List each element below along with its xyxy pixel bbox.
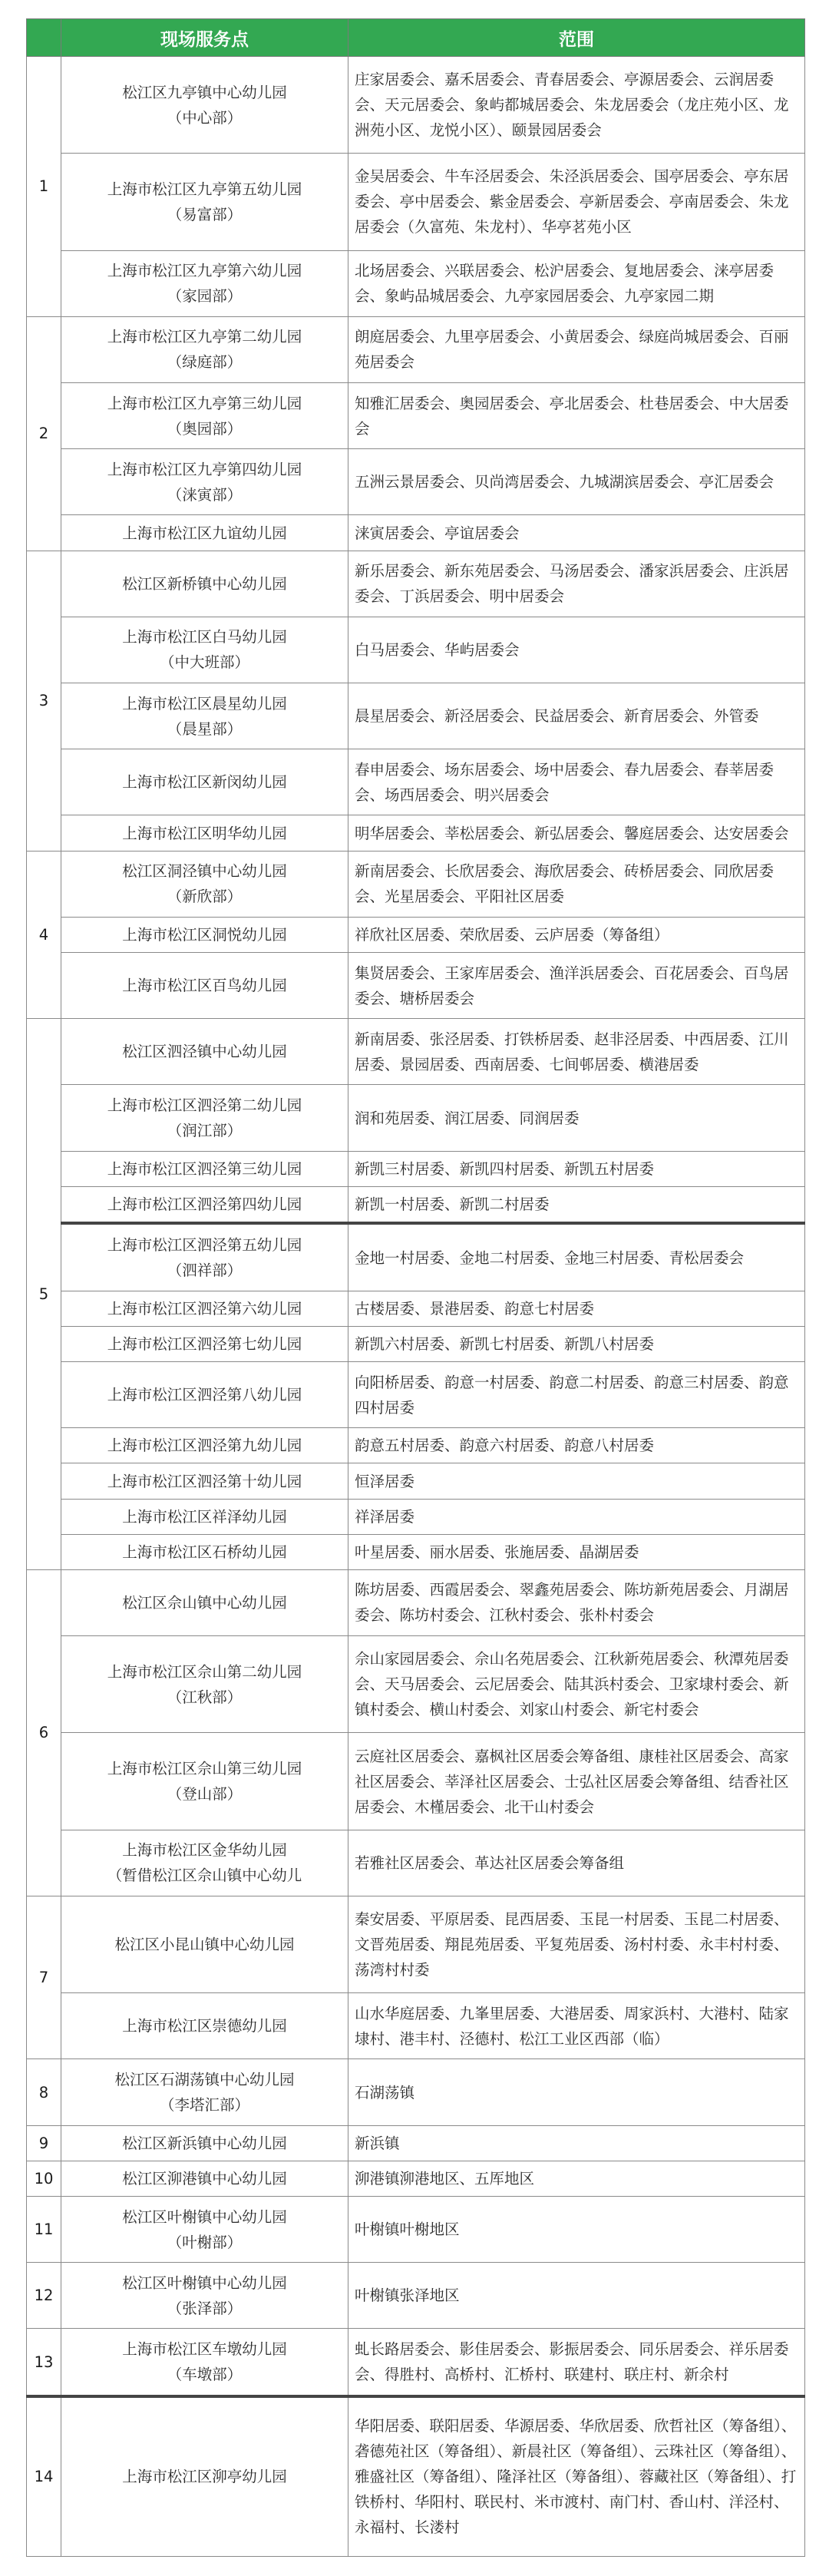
service-scope: 春申居委会、场东居委会、场中居委会、春九居委会、春莘居委会、场西居委会、明兴居委会 [348,749,805,815]
service-scope: 云庭社区居委会、嘉枫社区居委会筹备组、康桂社区居委会、高家社区居委会、莘泽社区居委会、士弘社区居委会筹备组、结香社区居委会、木槿居委会、北干山村委会 [348,1733,805,1830]
service-point-name: 上海市松江区晨星幼儿园 （晨星部） [61,683,348,749]
service-scope: 新浜镇 [348,2125,805,2161]
group-number: 1 [27,57,61,317]
table-row [27,1085,805,1151]
table-row [27,851,805,917]
service-scope: 金地一村居委、金地二村居委、金地三村居委、青松居委会 [348,1223,805,1291]
table-row [27,250,805,316]
group-number: 12 [27,2263,61,2329]
service-point-name: 上海市松江区车墩幼儿园 （车墩部） [61,2329,348,2396]
service-point-name: 上海市松江区洞悦幼儿园 [61,917,348,952]
table-row [27,1428,805,1463]
service-scope: 晨星居委会、新泾居委会、民益居委会、新育居委会、外管委 [348,683,805,749]
table-row [27,917,805,952]
header-index [27,19,61,57]
service-scope: 虬长路居委会、影佳居委会、影振居委会、同乐居委会、祥乐居委会、得胜村、高桥村、汇桥村、联建村、联庄村、新余村 [348,2329,805,2396]
service-scope: 佘山家园居委会、佘山名苑居委会、江秋新苑居委会、秋潭苑居委会、天马居委会、云尼居委会、陆其浜村委会、卫家埭村委会、新镇村委会、横山村委会、刘家山村委会、新宅村委会 [348,1636,805,1733]
service-scope: 山水华庭居委、九峯里居委、大港居委、周家浜村、大港村、陆家埭村、港丰村、泾德村、松江工业区西部（临） [348,1993,805,2059]
service-scope: 泖港镇泖港地区、五厍地区 [348,2161,805,2196]
service-scope: 韵意五村居委、韵意六村居委、韵意八村居委 [348,1428,805,1463]
service-scope: 涞寅居委会、亭谊居委会 [348,515,805,551]
table-row [27,2263,805,2329]
service-point-name: 松江区洞泾镇中心幼儿园 （新欣部） [61,851,348,917]
service-scope: 庄家居委会、嘉禾居委会、青春居委会、亭源居委会、云润居委会、天元居委会、象屿都城居委会、朱龙居委会（龙庄苑小区、龙洲苑小区、龙悦小区）、颐景园居委会 [348,57,805,154]
service-point-name: 上海市松江区泗泾第九幼儿园 [61,1428,348,1463]
group-number: 13 [27,2329,61,2396]
service-point-name: 上海市松江区泖亭幼儿园 [61,2396,348,2557]
service-scope: 若雅社区居委会、革达社区居委会筹备组 [348,1830,805,1896]
group-number: 2 [27,316,61,551]
service-point-name: 上海市松江区九谊幼儿园 [61,515,348,551]
service-scope: 祥泽居委 [348,1499,805,1534]
service-point-name: 上海市松江区祥泽幼儿园 [61,1499,348,1534]
table-row [27,1896,805,1992]
table-row [27,1463,805,1499]
service-point-name: 上海市松江区百鸟幼儿园 [61,952,348,1018]
table-row [27,1569,805,1635]
table-row [27,1534,805,1569]
service-point-name: 上海市松江区佘山第二幼儿园 （江秋部） [61,1636,348,1733]
service-scope: 金吴居委会、牛车泾居委会、朱泾浜居委会、国亭居委会、亭东居委会、亭中居委会、紫金居委会、亭新居委会、亭南居委会、朱龙居委会（久富苑、朱龙村）、华亭茗苑小区 [348,154,805,250]
service-point-name: 松江区叶榭镇中心幼儿园 （叶榭部） [61,2196,348,2262]
service-point-name: 松江区泗泾镇中心幼儿园 [61,1019,348,1085]
service-point-name: 上海市松江区石桥幼儿园 [61,1534,348,1569]
service-point-name: 松江区泖港镇中心幼儿园 [61,2161,348,2196]
service-scope: 新凯三村居委、新凯四村居委、新凯五村居委 [348,1151,805,1186]
header-row [27,19,805,57]
service-point-name: 松江区新桥镇中心幼儿园 [61,551,348,617]
table-row [27,2329,805,2396]
table-row [27,749,805,815]
service-point-name: 松江区佘山镇中心幼儿园 [61,1569,348,1635]
group-number: 10 [27,2161,61,2196]
service-scope: 知雅汇居委会、奥园居委会、亭北居委会、杜巷居委会、中大居委会 [348,383,805,449]
table-row [27,1223,805,1291]
service-scope: 集贤居委会、王家库居委会、渔洋浜居委会、百花居委会、百鸟居委会、塘桥居委会 [348,952,805,1018]
service-point-name: 上海市松江区九亭第五幼儿园 （易富部） [61,154,348,250]
service-point-name: 上海市松江区九亭第三幼儿园 （奥园部） [61,383,348,449]
table-row [27,1499,805,1534]
table-row [27,154,805,250]
group-number: 6 [27,1569,61,1896]
service-point-name: 上海市松江区明华幼儿园 [61,815,348,851]
service-scope: 朗庭居委会、九里亭居委会、小黄居委会、绿庭尚城居委会、百丽苑居委会 [348,316,805,382]
table-row [27,1830,805,1896]
service-point-name: 上海市松江区崇德幼儿园 [61,1993,348,2059]
service-point-name: 上海市松江区泗泾第五幼儿园 （泗祥部） [61,1223,348,1291]
group-number: 8 [27,2059,61,2125]
table-row [27,1151,805,1186]
table-row [27,316,805,382]
group-number: 3 [27,551,61,851]
service-scope: 陈坊居委、西霞居委会、翠鑫苑居委会、陈坊新苑居委会、月湖居委会、陈坊村委会、江秋村委会、张朴村委会 [348,1569,805,1635]
service-scope: 叶星居委、丽水居委、张施居委、晶湖居委 [348,1534,805,1569]
service-scope: 新乐居委会、新东苑居委会、马汤居委会、潘家浜居委会、庄浜居委会、丁浜居委会、明中居委会 [348,551,805,617]
service-scope: 华阳居委、联阳居委、华源居委、华欣居委、欣哲社区（筹备组）、砻德苑社区（筹备组）、新晨社区（筹备组）、云珠社区（筹备组）、雅盛社区（筹备组）、隆泽社区（筹备组）、蓉藏社区（筹备组）、打铁桥村、华阳村、联民村、米市渡村、南门村、香山村、洋泾村、永福村、长溇村 [348,2396,805,2557]
service-point-name: 上海市松江区九亭第六幼儿园 （家园部） [61,250,348,316]
service-point-name: 上海市松江区泗泾第八幼儿园 [61,1362,348,1428]
service-scope: 明华居委会、莘松居委会、新弘居委会、馨庭居委会、达安居委会 [348,815,805,851]
group-number: 4 [27,851,61,1019]
service-scope: 古楼居委、景港居委、韵意七村居委 [348,1291,805,1326]
service-point-name: 上海市松江区金华幼儿园 （暂借松江区佘山镇中心幼儿 [61,1830,348,1896]
service-scope: 新凯一村居委、新凯二村居委 [348,1186,805,1223]
service-point-name: 上海市松江区白马幼儿园 （中大班部） [61,617,348,683]
service-scope: 新南居委会、长欣居委会、海欣居委会、砖桥居委会、同欣居委会、光星居委会、平阳社区居委 [348,851,805,917]
service-point-name: 上海市松江区九亭第四幼儿园 （涞寅部） [61,449,348,515]
service-scope: 恒泽居委 [348,1463,805,1499]
service-point-name: 上海市松江区泗泾第四幼儿园 [61,1186,348,1223]
table-row [27,383,805,449]
service-point-name: 上海市松江区泗泾第六幼儿园 [61,1291,348,1326]
service-scope: 新南居委、张泾居委、打铁桥居委、赵非泾居委、中西居委、江川居委、景园居委、西南居委、七间邨居委、横港居委 [348,1019,805,1085]
service-scope: 新凯六村居委、新凯七村居委、新凯八村居委 [348,1326,805,1361]
service-scope: 叶榭镇叶榭地区 [348,2196,805,2262]
service-scope: 五洲云景居委会、贝尚湾居委会、九城湖滨居委会、亭汇居委会 [348,449,805,515]
table-row [27,815,805,851]
service-point-name: 上海市松江区泗泾第十幼儿园 [61,1463,348,1499]
table-row [27,1993,805,2059]
group-number: 7 [27,1896,61,2059]
table-row [27,683,805,749]
table-row [27,551,805,617]
service-point-name: 松江区新浜镇中心幼儿园 [61,2125,348,2161]
table-row [27,2396,805,2557]
service-scope: 秦安居委、平原居委、昆西居委、玉昆一村居委、玉昆二村居委、文晋苑居委、翔昆苑居委、平复苑居委、汤村村委、永丰村村委、荡湾村村委 [348,1896,805,1992]
table-row [27,2196,805,2262]
group-number: 5 [27,1019,61,1570]
service-point-name: 松江区九亭镇中心幼儿园 （中心部） [61,57,348,154]
service-scope: 叶榭镇张泽地区 [348,2263,805,2329]
table-row [27,515,805,551]
service-scope: 润和苑居委、润江居委、同润居委 [348,1085,805,1151]
service-scope: 石湖荡镇 [348,2059,805,2125]
table-row [27,1291,805,1326]
group-number: 9 [27,2125,61,2161]
service-scope: 祥欣社区居委、荣欣居委、云庐居委（筹备组） [348,917,805,952]
table-row [27,1362,805,1428]
table-row [27,1186,805,1223]
service-scope: 北场居委会、兴联居委会、松沪居委会、复地居委会、涞亭居委会、象屿品城居委会、九亭家园居委会、九亭家园二期 [348,250,805,316]
table-row [27,1636,805,1733]
service-point-name: 上海市松江区泗泾第七幼儿园 [61,1326,348,1361]
table-row [27,2125,805,2161]
table-row [27,2059,805,2125]
service-point-name: 松江区叶榭镇中心幼儿园 （张泽部） [61,2263,348,2329]
service-point-name: 上海市松江区新闵幼儿园 [61,749,348,815]
table-row [27,449,805,515]
header-scope: 范围 [348,19,805,57]
group-number: 14 [27,2396,61,2557]
service-point-name: 上海市松江区佘山第三幼儿园 （登山部） [61,1733,348,1830]
service-point-name: 上海市松江区九亭第二幼儿园 （绿庭部） [61,316,348,382]
header-service-point: 现场服务点 [61,19,348,57]
service-point-table [26,18,805,2557]
table-row [27,1019,805,1085]
service-point-name: 松江区小昆山镇中心幼儿园 [61,1896,348,1992]
service-point-name: 上海市松江区泗泾第二幼儿园 （润江部） [61,1085,348,1151]
table-row [27,2161,805,2196]
group-number: 11 [27,2196,61,2262]
table-row [27,952,805,1018]
table-row [27,57,805,154]
service-scope: 白马居委会、华屿居委会 [348,617,805,683]
service-scope: 向阳桥居委、韵意一村居委、韵意二村居委、韵意三村居委、韵意四村居委 [348,1362,805,1428]
service-point-name: 上海市松江区泗泾第三幼儿园 [61,1151,348,1186]
table-row [27,1733,805,1830]
table-row [27,617,805,683]
service-point-name: 松江区石湖荡镇中心幼儿园 （李塔汇部） [61,2059,348,2125]
table-row [27,1326,805,1361]
